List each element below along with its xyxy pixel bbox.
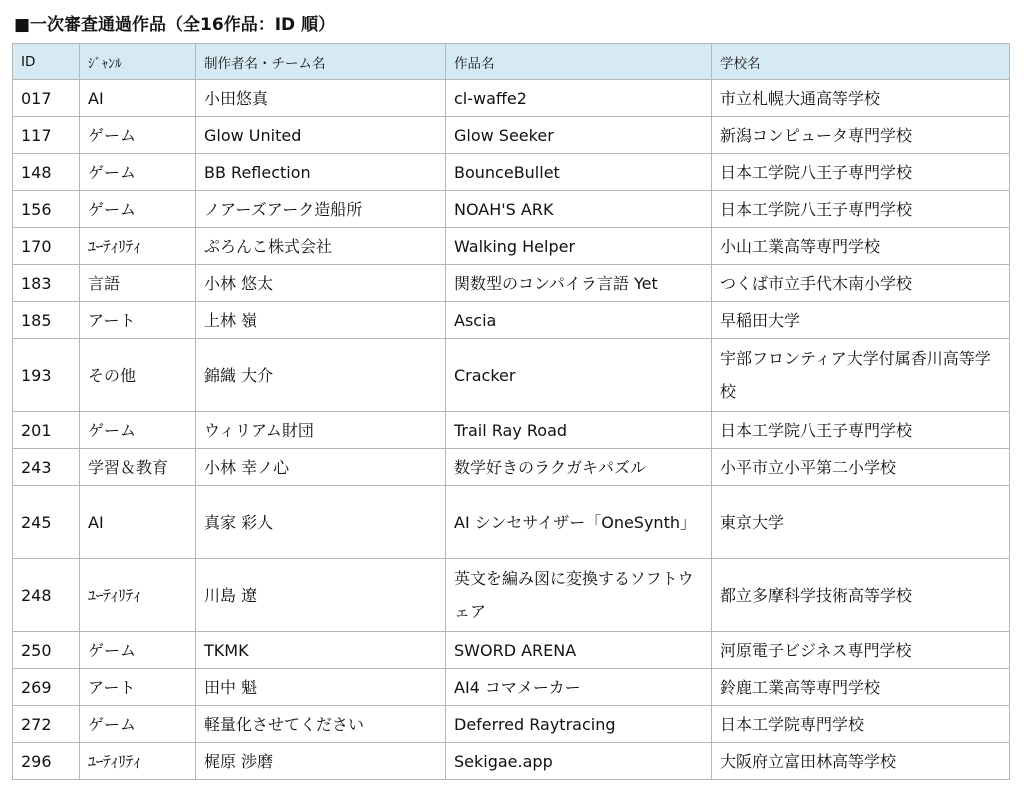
cell-school: 都立多摩科学技術高等学校 <box>712 559 1010 632</box>
cell-work: SWORD ARENA <box>446 632 712 669</box>
cell-id: 156 <box>13 191 80 228</box>
cell-school: 日本工学院八王子専門学校 <box>712 154 1010 191</box>
table-row <box>13 706 1010 743</box>
cell-school: 市立札幌大通高等学校 <box>712 80 1010 117</box>
cell-genre: ﾕｰﾃｨﾘﾃｨ <box>80 228 196 265</box>
cell-id: 296 <box>13 743 80 780</box>
cell-school: つくば市立手代木南小学校 <box>712 265 1010 302</box>
cell-school: 東京大学 <box>712 486 1010 559</box>
cell-school: 河原電子ビジネス専門学校 <box>712 632 1010 669</box>
cell-school: 日本工学院専門学校 <box>712 706 1010 743</box>
cell-school: 日本工学院八王子専門学校 <box>712 191 1010 228</box>
cell-genre: ﾕｰﾃｨﾘﾃｨ <box>80 559 196 632</box>
cell-creator: 田中 魁 <box>196 669 446 706</box>
page-title: ■一次審査通過作品（全16作品：ID 順） <box>14 15 336 35</box>
cell-id: 248 <box>13 559 80 632</box>
cell-id: 017 <box>13 80 80 117</box>
cell-genre: AI <box>80 486 196 559</box>
table-row <box>13 228 1010 265</box>
table-row <box>13 302 1010 339</box>
cell-creator: 軽量化させてください <box>196 706 446 743</box>
table-row <box>13 80 1010 117</box>
cell-creator: 小林 悠太 <box>196 265 446 302</box>
cell-genre: ゲーム <box>80 154 196 191</box>
table-row <box>13 743 1010 780</box>
cell-school: 小山工業高等専門学校 <box>712 228 1010 265</box>
cell-genre: 学習＆教育 <box>80 449 196 486</box>
cell-creator: ぷろんこ株式会社 <box>196 228 446 265</box>
column-header-genre: ｼﾞｬﾝﾙ <box>80 44 196 80</box>
cell-id: 148 <box>13 154 80 191</box>
cell-work: 英文を編み図に変換するソフトウェア <box>446 559 712 632</box>
cell-creator: Glow United <box>196 117 446 154</box>
cell-school: 小平市立小平第二小学校 <box>712 449 1010 486</box>
table-row <box>13 486 1010 559</box>
cell-school: 新潟コンピュータ専門学校 <box>712 117 1010 154</box>
cell-work: NOAH'S ARK <box>446 191 712 228</box>
cell-work: AI シンセサイザー「OneSynth」 <box>446 486 712 559</box>
table-row <box>13 191 1010 228</box>
column-header-work: 作品名 <box>446 44 712 80</box>
column-header-school: 学校名 <box>712 44 1010 80</box>
table-row <box>13 154 1010 191</box>
cell-creator: BB Reflection <box>196 154 446 191</box>
cell-school: 日本工学院八王子専門学校 <box>712 412 1010 449</box>
cell-genre: ゲーム <box>80 191 196 228</box>
cell-school: 宇部フロンティア大学付属香川高等学校 <box>712 339 1010 412</box>
cell-id: 245 <box>13 486 80 559</box>
cell-id: 243 <box>13 449 80 486</box>
cell-creator: 梶原 渉磨 <box>196 743 446 780</box>
cell-work: cl-waffe2 <box>446 80 712 117</box>
cell-work: Ascia <box>446 302 712 339</box>
cell-id: 193 <box>13 339 80 412</box>
cell-creator: 川島 遼 <box>196 559 446 632</box>
cell-genre: アート <box>80 302 196 339</box>
cell-genre: アート <box>80 669 196 706</box>
cell-creator: 錦織 大介 <box>196 339 446 412</box>
table-row <box>13 632 1010 669</box>
column-header-id: ID <box>13 44 80 80</box>
cell-genre: ﾕｰﾃｨﾘﾃｨ <box>80 743 196 780</box>
cell-id: 272 <box>13 706 80 743</box>
table-header-row <box>13 44 1010 80</box>
cell-creator: ウィリアム財団 <box>196 412 446 449</box>
cell-genre: ゲーム <box>80 412 196 449</box>
cell-genre: ゲーム <box>80 632 196 669</box>
cell-work: 数学好きのラクガキパズル <box>446 449 712 486</box>
cell-work: Trail Ray Road <box>446 412 712 449</box>
table-row <box>13 559 1010 632</box>
cell-creator: 上林 嶺 <box>196 302 446 339</box>
table-row <box>13 669 1010 706</box>
cell-genre: AI <box>80 80 196 117</box>
cell-creator: ノアーズアーク造船所 <box>196 191 446 228</box>
column-header-creator: 制作者名・チーム名 <box>196 44 446 80</box>
table-row <box>13 339 1010 412</box>
cell-work: BounceBullet <box>446 154 712 191</box>
cell-id: 183 <box>13 265 80 302</box>
cell-creator: 小林 幸ノ心 <box>196 449 446 486</box>
cell-genre: 言語 <box>80 265 196 302</box>
cell-id: 269 <box>13 669 80 706</box>
cell-school: 鈴鹿工業高等専門学校 <box>712 669 1010 706</box>
cell-creator: 真家 彩人 <box>196 486 446 559</box>
works-table <box>12 43 1010 780</box>
cell-id: 201 <box>13 412 80 449</box>
cell-work: Deferred Raytracing <box>446 706 712 743</box>
cell-work: Sekigae.app <box>446 743 712 780</box>
cell-work: AI4 コマメーカー <box>446 669 712 706</box>
table-row <box>13 265 1010 302</box>
cell-id: 170 <box>13 228 80 265</box>
cell-work: Glow Seeker <box>446 117 712 154</box>
table-row <box>13 412 1010 449</box>
table-row <box>13 449 1010 486</box>
table-row <box>13 117 1010 154</box>
cell-id: 185 <box>13 302 80 339</box>
cell-genre: ゲーム <box>80 706 196 743</box>
cell-work: Walking Helper <box>446 228 712 265</box>
cell-work: Cracker <box>446 339 712 412</box>
cell-school: 早稲田大学 <box>712 302 1010 339</box>
cell-id: 250 <box>13 632 80 669</box>
cell-creator: 小田悠真 <box>196 80 446 117</box>
cell-genre: ゲーム <box>80 117 196 154</box>
cell-genre: その他 <box>80 339 196 412</box>
cell-id: 117 <box>13 117 80 154</box>
cell-school: 大阪府立富田林高等学校 <box>712 743 1010 780</box>
cell-creator: TKMK <box>196 632 446 669</box>
cell-work: 関数型のコンパイラ言語 Yet <box>446 265 712 302</box>
